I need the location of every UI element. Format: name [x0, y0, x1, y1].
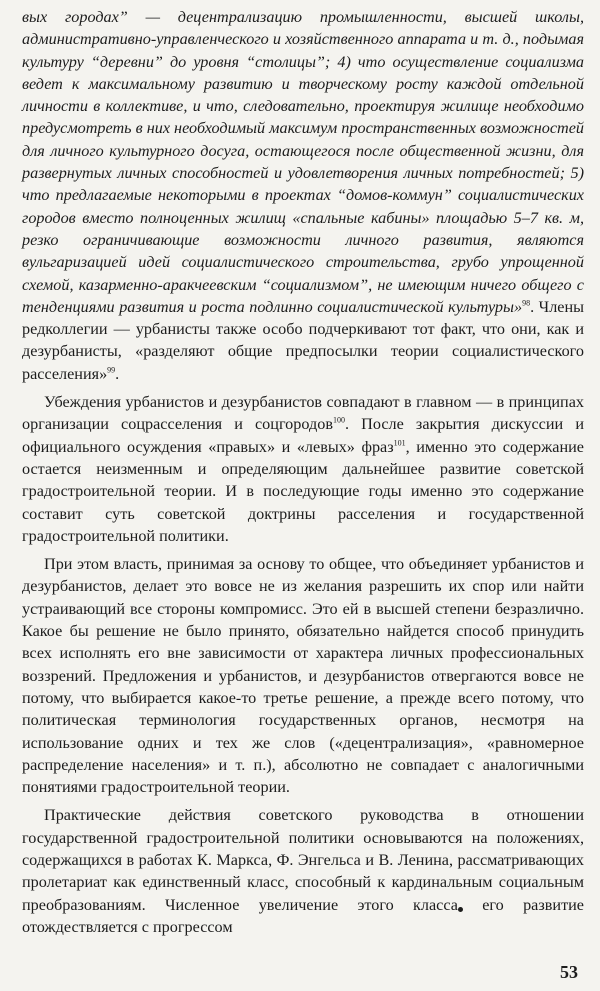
footnote-ref-98: 98 [522, 298, 531, 308]
footnote-ref-100: 100 [332, 415, 345, 425]
paragraph-2 [22, 391, 584, 547]
quote-end: . [115, 364, 120, 383]
quote-text: вых городах” — децентрализацию промышленности, высшей школы, административно-управленческого и хозяйственного аппарата и т. д., подымая культуру “деревни” до уровня “столицы”; 4) что осуществление социализма ведет к максимальному развитию и творческому росту каждой отдельной личности в коллективе, и что, следовательно, проектируя жилище необходимо предусмотреть в них необходимый максимум пространственных возможностей для личного культурного досуга, остающегося после общественной жизни, для развернутых личных способностей и удовлетворения личных потребностей; 5) что предлагаемые некоторыми в проектах “домов-коммун” социалистических городов вместо полноценных жилищ «спальные кабины» площадью 5–7 кв. м, резко ограничивающие возможности личного развития, являются вульгаризацией идей социалистического строительства, грубо упрощенной схемой, казарменно-аракчеевским “социализмом”, не имеющим ничего общего с тенденциями развития и роста подлинно социалистической культуры» [22, 8, 584, 316]
paragraph-2-text-c: , именно это содержание остается неизменным и определяющим дальнейшее развитие советской градостроительной теории. И в последующие годы именно это содержание составит суть советской доктрины расселения и государственной градостроительной политики. [22, 437, 584, 545]
paragraph-2-text-b: . После закрытия дискуссии и официального осуждения «правых» и «левых» фраз [22, 415, 584, 456]
paragraph-4-text-b: его развитие отождествляется с прогрессом [22, 895, 584, 936]
footnote-ref-101: 101 [393, 438, 406, 448]
page-number: 53 [560, 962, 578, 982]
paragraph-3: При этом власть, принимая за основу то общее, что объединяет урбанистов и дезурбанистов, делает это вовсе не из желания разрешить их спор или найти устраивающий все стороны компромисс. Это ей в высшей степени безразлично. Какое бы решение не было принято, обязательно найдется способ принудить всех исполнять его вне зависимости от характера личных профессиональных воззрений. Предложения и урбанистов, и дезурбанистов отвергаются вовсе не потому, что выбирается какое-то третье решение, а прежде всего потому, что политическая терминология государственных органов, несмотря на использование одних и тех же слов («децентрализация», «равномерное распределение населения» и т. п.), абсолютно не совпадает с аналогичными понятиями градостроительной теории. [22, 555, 584, 797]
paragraph-2-text-a: Убеждения урбанистов и дезурбанистов совпадают в главном — в принципах организации соцрасселения и соцгородов [22, 393, 584, 434]
paragraph-4 [22, 804, 584, 938]
quote-continuation: . Члены редколлегии — урбанисты также особо подчеркивают тот факт, что они, как и дезурбанисты, «разделяют общие предпосылки теории социалистического расселения» [22, 297, 585, 383]
paragraph-4-text-a: Практические действия советского руководства в отношении государственной градостроительной политики основываются на положениях, содержащихся в работах К. Маркса, Ф. Энгельса и В. Ленина, рассматривающих пролетариат как единственный класс, способный к кардинальным социальным преобразованиям. Численное увеличение этого класса [22, 806, 584, 914]
body-text [22, 6, 584, 938]
footnote-ref-99: 99 [107, 365, 116, 375]
quote-paragraph [22, 6, 584, 385]
